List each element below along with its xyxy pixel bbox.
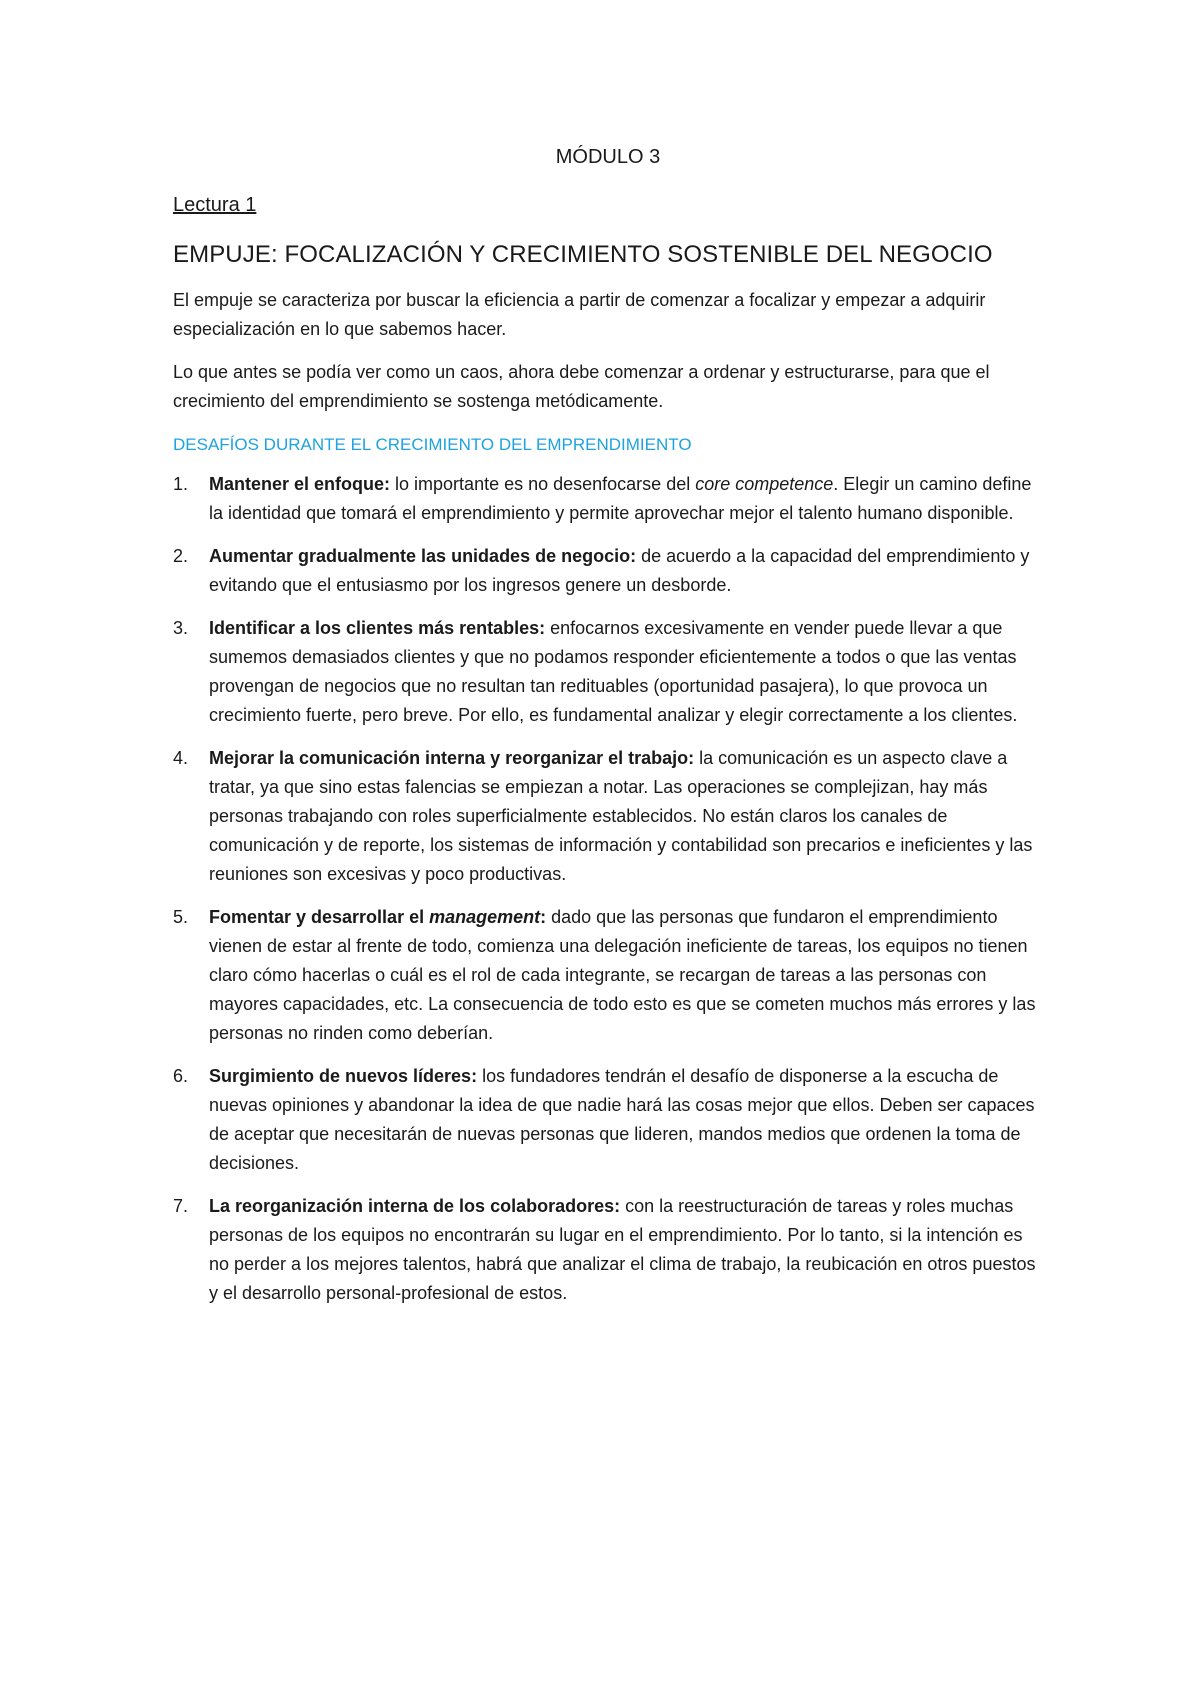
- challenges-list: [173, 470, 1043, 1308]
- list-item-text: dado que las personas que fundaron el emprendimiento vienen de estar al frente de todo, comienza una delegación ineficiente de tareas, los equipos no tienen claro cómo hacerlas o cuál es el rol de cada integrante, se recargan de tareas a las personas con mayores capacidades, etc. La consecuencia de todo esto es que se cometen muchos más errores y las personas no rinden como deberían.: [209, 907, 1036, 1043]
- list-item-number: 5.: [173, 907, 189, 927]
- list-item-number: 3.: [173, 618, 189, 638]
- list-item: [173, 903, 1043, 1048]
- list-item: [173, 1062, 1043, 1178]
- list-item-number: 4.: [173, 748, 189, 768]
- list-item: [173, 1192, 1043, 1308]
- list-item-number: 6.: [173, 1066, 189, 1086]
- intro-paragraph-2: Lo que antes se podía ver como un caos, ahora debe comenzar a ordenar y estructurarse, para que el crecimiento del emprendimiento se sostenga metódicamente.: [173, 362, 990, 411]
- list-item: [173, 744, 1043, 889]
- list-item-term: Surgimiento de nuevos líderes:: [209, 1066, 478, 1086]
- list-item-term: Identificar a los clientes más rentables:: [209, 618, 546, 638]
- list-item-term-italic: management: [429, 907, 541, 927]
- intro-paragraph-1: El empuje se caracteriza por buscar la eficiencia a partir de comenzar a focalizar y empezar a adquirir especialización en lo que sabemos hacer.: [173, 290, 986, 339]
- list-item-text: la comunicación es un aspecto clave a tratar, ya que sino estas falencias se empiezan a notar. Las operaciones se complejizan, hay más personas trabajando con roles superficialmente establecidos. No están claros los canales de comunicación y de reporte, los sistemas de información y contabilidad son precarios e ineficientes y las reuniones son excesivas y poco productivas.: [209, 748, 1033, 884]
- list-item-term-prefix: Fomentar y desarrollar el: [209, 907, 430, 927]
- list-item-number: 7.: [173, 1196, 189, 1216]
- list-item-term-suffix: :: [540, 907, 547, 927]
- lecture-label: Lectura 1: [173, 194, 257, 216]
- list-item-text: los fundadores tendrán el desafío de disponerse a la escucha de nuevas opiniones y abandonar la idea de que nadie hará las cosas mejor que ellos. Deben ser capaces de aceptar que necesitarán de nuevas personas que lideren, mandos medios que ordenen la toma de decisiones.: [209, 1066, 1035, 1173]
- section-heading: DESAFÍOS DURANTE EL CRECIMIENTO DEL EMPRENDIMIENTO: [173, 435, 692, 454]
- list-item-term: [209, 907, 546, 927]
- list-item-text: lo importante es no desenfocarse del: [390, 474, 696, 494]
- list-item-text: enfocarnos excesivamente en vender puede llevar a que sumemos demasiados clientes y que no podamos responder eficientemente a todos o que las ventas provengan de negocios que no resultan tan redituables (oportunidad pasajera), lo que provoca un crecimiento fuerte, pero breve. Por ello, es fundamental analizar y elegir correctamente a los clientes.: [209, 618, 1018, 725]
- document-body: [173, 142, 1043, 1322]
- list-item: [173, 542, 1043, 600]
- list-item-term: Mantener el enfoque:: [209, 474, 391, 494]
- list-item-term: Aumentar gradualmente las unidades de negocio:: [209, 546, 637, 566]
- list-item: [173, 470, 1043, 528]
- list-item-text: . Elegir un camino define la identidad que tomará el emprendimiento y permite aprovechar mejor el talento humano disponible.: [209, 474, 1032, 523]
- list-item-text: con la reestructuración de tareas y roles muchas personas de los equipos no encontrarán su lugar en el emprendimiento. Por lo tanto, si la intención es no perder a los mejores talentos, habrá que analizar el clima de trabajo, la reubicación en otros puestos y el desarrollo personal-profesional de estos.: [209, 1196, 1036, 1303]
- main-heading: EMPUJE: FOCALIZACIÓN Y CRECIMIENTO SOSTENIBLE DEL NEGOCIO: [173, 241, 993, 268]
- module-title: MÓDULO 3: [555, 146, 661, 168]
- list-item-italic-text: core competence: [695, 474, 834, 494]
- list-item-number: 1.: [173, 474, 189, 494]
- list-item: [173, 614, 1043, 730]
- list-item-term: Mejorar la comunicación interna y reorganizar el trabajo:: [209, 748, 695, 768]
- list-item-number: 2.: [173, 546, 189, 566]
- list-item-term: La reorganización interna de los colaboradores:: [209, 1196, 621, 1216]
- list-item-text: de acuerdo a la capacidad del emprendimiento y evitando que el entusiasmo por los ingresos genere un desborde.: [209, 546, 1030, 595]
